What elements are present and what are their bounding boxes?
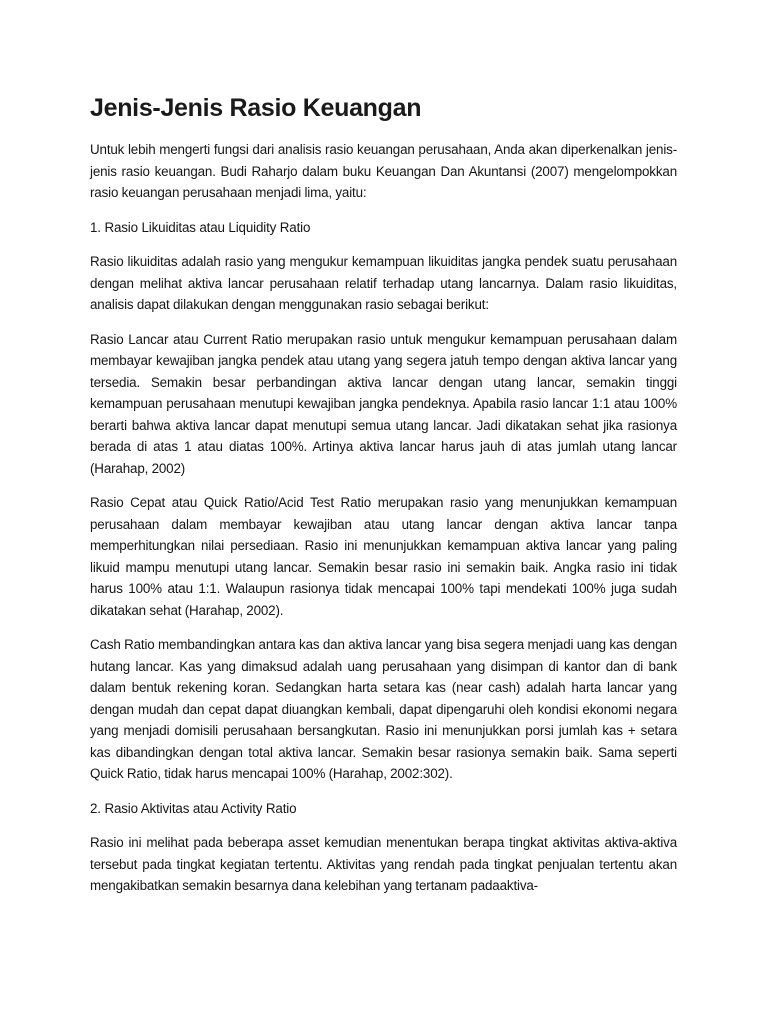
document-page [90, 92, 677, 910]
paragraph-cash-ratio: Cash Ratio membandingkan antara kas dan aktiva lancar yang bisa segera menjadi uang kas dengan hutang lancar. Kas yang dimaksud adalah uang perusahaan yang disimpan di kantor dan di bank dalam bentuk rekening koran. Sedangkan harta setara kas (near cash) adalah harta lancar yang dengan mudah dan cepat dapat diuangkan kembali, dapat dipengaruhi oleh kondisi ekonomi negara yang menjadi domisili perusahaan bersangkutan. Rasio ini menunjukkan porsi jumlah kas + setara kas dibandingkan dengan total aktiva lancar. Semakin besar rasionya semakin baik. Sama seperti Quick Ratio, tidak harus mencapai 100% (Harahap, 2002:302). [90, 637, 677, 781]
paragraph-activity-definition: Rasio ini melihat pada beberapa asset kemudian menentukan berapa tingkat aktivitas aktiva-aktiva tersebut pada tingkat kegiatan tertentu. Aktivitas yang rendah pada tingkat penjualan tertentu akan mengakibatkan semakin besarnya dana kelebihan yang tertanam padaaktiva- [90, 835, 677, 893]
document-title: Jenis-Jenis Rasio Keuangan [90, 94, 422, 122]
paragraph-liquidity-definition: Rasio likuiditas adalah rasio yang mengukur kemampuan likuiditas jangka pendek suatu perusahaan dengan melihat aktiva lancar perusahaan relatif terhadap utang lancarnya. Dalam rasio likuiditas, analisis dapat dilakukan dengan menggunakan rasio sebagai berikut: [90, 254, 677, 312]
paragraph-quick-ratio: Rasio Cepat atau Quick Ratio/Acid Test Ratio merupakan rasio yang menunjukkan kemampuan perusahaan dalam membayar kewajiban atau utang lancar dengan aktiva lancar tanpa memperhitungkan nilai persediaan. Rasio ini menunjukkan kemampuan aktiva lancar yang paling likuid mampu menutupi utang lancar. Semakin besar rasio ini semakin baik. Angka rasio ini tidak harus 100% atau 1:1. Walaupun rasionya tidak mencapai 100% tapi mendekati 100% juga sudah dikatakan sehat (Harahap, 2002). [90, 495, 677, 618]
section-heading-activity: 2. Rasio Aktivitas atau Activity Ratio [90, 800, 297, 816]
section-heading-liquidity: 1. Rasio Likuiditas atau Liquidity Ratio [90, 219, 311, 235]
paragraph-current-ratio: Rasio Lancar atau Current Ratio merupakan rasio untuk mengukur kemampuan perusahaan dalam membayar kewajiban jangka pendek atau utang yang segera jatuh tempo dengan aktiva lancar yang tersedia. Semakin besar perbandingan aktiva lancar dengan utang lancar, semakin tinggi kemampuan perusahaan menutupi kewajiban jangka pendeknya. Apabila rasio lancar 1:1 atau 100% berarti bahwa aktiva lancar dapat menutupi semua utang lancar. Jadi dikatakan sehat jika rasionya berada di atas 1 atau diatas 100%. Artinya aktiva lancar harus jauh di atas jumlah utang lancar (Harahap, 2002) [90, 331, 677, 476]
intro-paragraph: Untuk lebih mengerti fungsi dari analisis rasio keuangan perusahaan, Anda akan diperkenalkan jenis-jenis rasio keuangan. Budi Raharjo dalam buku Keuangan Dan Akuntansi (2007) mengelompokkan rasio keuangan perusahaan menjadi lima, yaitu: [90, 142, 677, 200]
